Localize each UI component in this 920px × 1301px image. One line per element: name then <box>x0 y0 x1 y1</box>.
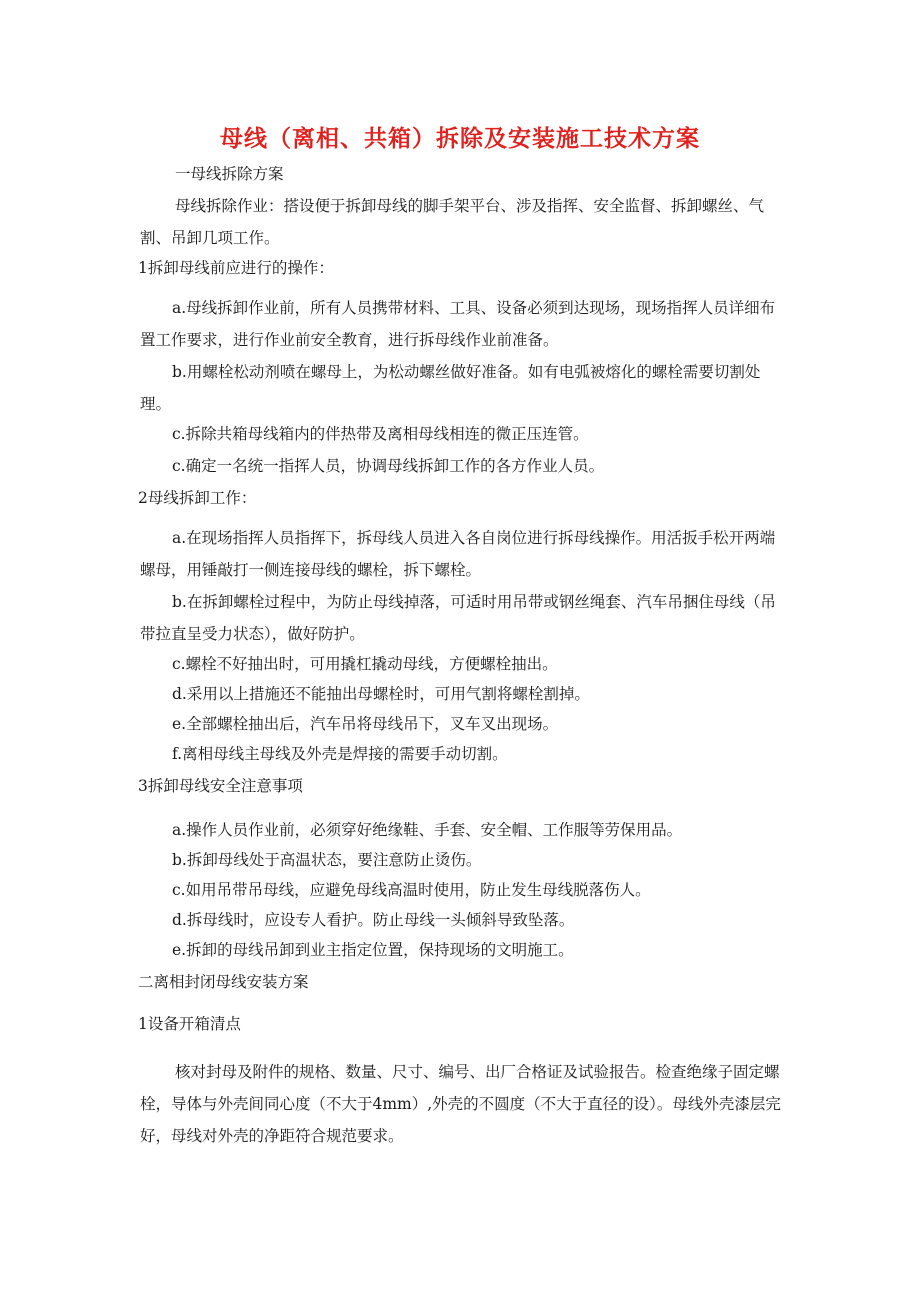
section-heading: 一母线拆除方案 <box>175 165 284 183</box>
list-item: c.如用吊带吊母线，应避免母线高温时使用，防止发生母线脱落伤人。 <box>172 881 651 899</box>
list-item: c.确定一名统一指挥人员，协调母线拆卸工作的各方作业人员。 <box>172 457 605 475</box>
paragraph: 母线拆除作业：搭设便于拆卸母线的脚手架平台、涉及指挥、安全监督、拆卸螺丝、气割、吊卸几项工作。 <box>140 197 765 247</box>
list-item: e.全部螺栓抽出后，汽车吊将母线吊下，叉车叉出现场。 <box>172 715 559 733</box>
list-item: d.采用以上措施还不能抽出母螺栓时，可用气割将螺栓割掉。 <box>172 685 590 703</box>
document-title: 母线（离相、共箱）拆除及安装施工技术方案 <box>220 126 700 152</box>
subsection-heading: 3拆卸母线安全注意事项 <box>138 777 303 795</box>
list-item: e.拆卸的母线吊卸到业主指定位置，保持现场的文明施工。 <box>172 941 574 959</box>
list-item: b.用螺栓松动剂喷在螺母上，为松动螺丝做好准备。如有电弧被熔化的螺栓需要切割处理。 <box>140 363 761 413</box>
list-item: c.螺栓不好抽出时，可用撬杠撬动母线，方便螺栓抽出。 <box>172 655 558 673</box>
list-item: a.操作人员作业前，必须穿好绝缘鞋、手套、安全帽、工作服等劳保用品。 <box>172 821 683 839</box>
list-item: f.离相母线主母线及外壳是焊接的需要手动切割。 <box>172 745 508 763</box>
subsection-heading: 1设备开箱清点 <box>138 1015 241 1033</box>
list-item: b.拆卸母线处于高温状态，要注意防止烫伤。 <box>172 851 482 869</box>
list-item: a.母线拆卸作业前，所有人员携带材料、工具、设备必须到达现场，现场指挥人员详细布置工作要求，进行作业前安全教育，进行拆母线作业前准备。 <box>140 299 776 349</box>
list-item: c.拆除共箱母线箱内的伴热带及离相母线相连的微正压连管。 <box>172 425 589 443</box>
subsection-heading: 1拆卸母线前应进行的操作： <box>138 259 334 277</box>
list-item: b.在拆卸螺栓过程中，为防止母线掉落，可适时用吊带或钢丝绳套、汽车吊捆住母线（吊带拉直呈受力状态），做好防护。 <box>140 593 776 643</box>
section-heading: 二离相封闭母线安装方案 <box>138 973 309 991</box>
list-item: d.拆母线时，应设专人看护。防止母线一头倾斜导致坠落。 <box>172 911 575 929</box>
list-item: a.在现场指挥人员指挥下，拆母线人员进入各自岗位进行拆母线操作。用活扳手松开两端螺母，用锤敲打一侧连接母线的螺栓，拆下螺栓。 <box>140 529 776 579</box>
paragraph: 核对封母及附件的规格、数量、尺寸、编号、出厂合格证及试验报告。检查绝缘子固定螺栓，导体与外壳间同心度（不大于4mm）,外壳的不圆度（不大于直径的设）。母线外壳漆层完好，母线对外壳的净距符合规范要求。 <box>140 1063 781 1145</box>
subsection-heading: 2母线拆卸工作： <box>138 489 257 507</box>
